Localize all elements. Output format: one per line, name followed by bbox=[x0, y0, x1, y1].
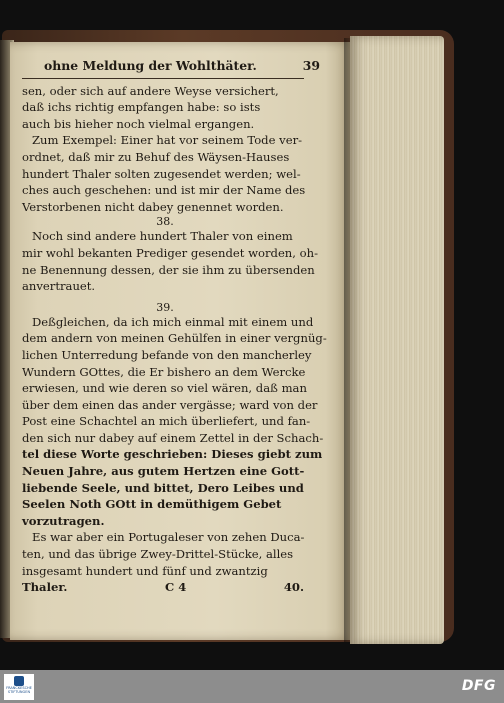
text-line: insgesamt hundert und fünf und zwantzig bbox=[22, 563, 268, 578]
page-header bbox=[44, 58, 320, 75]
running-head: ohne Meldung der Wohlthäter. bbox=[44, 58, 257, 73]
catchword: 40. bbox=[283, 580, 304, 595]
text-line: Neuen Jahre, aus gutem Hertzen eine Gott- bbox=[22, 464, 305, 479]
text-line: daß ichs richtig empfangen habe: so ists bbox=[22, 100, 261, 115]
text-line: Seelen Noth GOtt in demüthigem Gebet bbox=[22, 497, 282, 512]
text-line: Deßgleichen, da ich mich einmal mit einem und bbox=[32, 314, 314, 329]
section-number-38: 38. bbox=[156, 215, 174, 229]
signature-mark: C 4 bbox=[164, 580, 187, 595]
paragraph-39 bbox=[22, 314, 327, 580]
page-footer bbox=[22, 579, 304, 596]
paragraph-38 bbox=[22, 228, 319, 294]
viewer-footer-bar bbox=[0, 670, 504, 703]
foundation-logo-text: FRANCKESCHE STIFTUNGEN bbox=[6, 686, 32, 694]
paragraph-top bbox=[22, 83, 308, 216]
text-line: ne Benennung dessen, der sie ihm zu übersenden bbox=[22, 262, 315, 277]
text-line: Verstorbenen nicht dabey genennet worden. bbox=[22, 199, 284, 214]
page-text bbox=[22, 58, 327, 596]
text-line: vorzutragen. bbox=[22, 513, 105, 528]
text-line: mir wohl bekanten Prediger gesendet worden, oh- bbox=[22, 245, 319, 260]
section-number-39: 39. bbox=[156, 300, 174, 314]
header-rule bbox=[22, 78, 304, 79]
text-line: Noch sind andere hundert Thaler von einem bbox=[32, 229, 293, 244]
text-line: liebende Seele, und bittet, Dero Leibes und bbox=[22, 480, 304, 495]
text-line: ches auch geschehen: und ist mir der Name des bbox=[22, 183, 306, 198]
text-line: tel diese Worte geschrieben: Dieses giebt zum bbox=[22, 447, 323, 462]
text-line: hundert Thaler solten zugesendet werden; wel- bbox=[22, 166, 301, 181]
page-number: 39 bbox=[302, 58, 320, 73]
text-line: lichen Unterredung befande von den mancherley bbox=[22, 347, 312, 362]
text-line: Post eine Schachtel an mich überliefert, und fan- bbox=[22, 414, 311, 429]
page-edges bbox=[350, 36, 444, 644]
foundation-logo bbox=[4, 674, 34, 700]
text-line: über dem einen das ander vergässe; ward von der bbox=[22, 397, 318, 412]
text-line: anvertrauet. bbox=[22, 279, 96, 294]
text-line: auch bis hieher noch vielmal ergangen. bbox=[22, 116, 255, 131]
text-line: dem andern von meinen Gehülfen in einer vergnüg- bbox=[22, 331, 327, 346]
text-line: erwiesen, und wie deren so viel wären, daß man bbox=[22, 381, 307, 396]
dfg-logo: DFG bbox=[461, 678, 496, 694]
last-line-word: Thaler. bbox=[22, 580, 68, 595]
foundation-emblem-icon bbox=[14, 676, 24, 686]
text-line: sen, oder sich auf andere Weyse versichert, bbox=[22, 83, 279, 98]
text-line: Es war aber ein Portugaleser von zehen Duca- bbox=[32, 530, 305, 545]
text-line: Zum Exempel: Einer hat vor seinem Tode ver- bbox=[32, 133, 303, 148]
text-line: den sich nur dabey auf einem Zettel in der Schach- bbox=[22, 430, 324, 445]
text-line: Wundern GOttes, die Er bishero an dem Wercke bbox=[22, 364, 306, 379]
text-line: ten, und das übrige Zwey-Drittel-Stücke, alles bbox=[22, 547, 294, 562]
text-line: ordnet, daß mir zu Behuf des Wäysen-Hauses bbox=[22, 149, 290, 164]
